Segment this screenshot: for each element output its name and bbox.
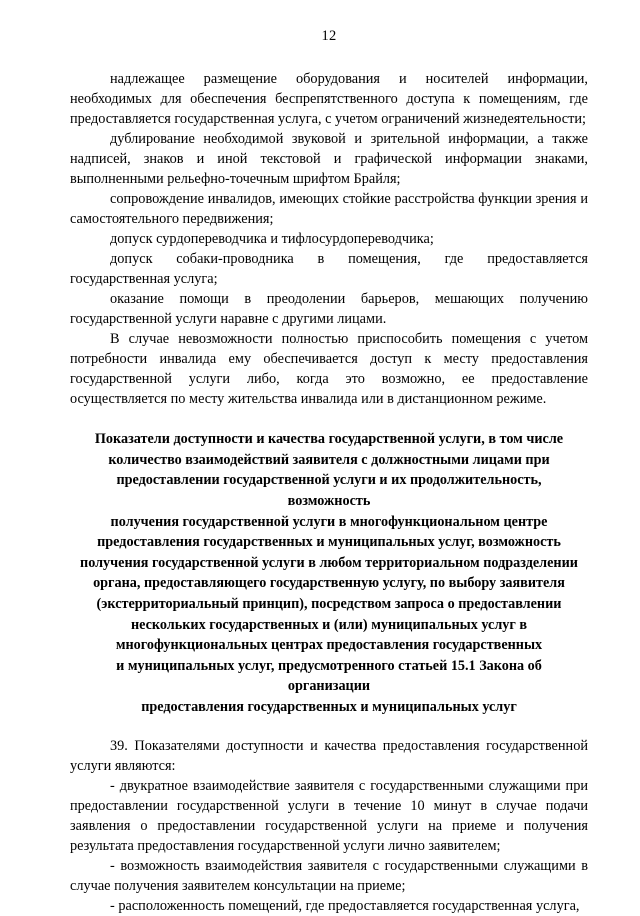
heading-line: органа, предоставляющего государственную услугу, по выбору заявителя	[93, 575, 565, 592]
document-body-lower	[70, 736, 588, 916]
paragraph: 39. Показателями доступности и качества предоставления государственной услуги являются:	[70, 737, 588, 774]
paragraph: допуск сурдопереводчика и тифлосурдопереводчика;	[110, 231, 434, 248]
section-heading	[70, 429, 588, 717]
paragraph: допуск собаки-проводника в помещения, где предоставляется государственная услуга;	[70, 251, 588, 288]
heading-line: Показатели доступности и качества государственной услуги, в том числе	[94, 431, 564, 448]
paragraph: дублирование необходимой звуковой и зрительной информации, а также надписей, знаков и иной текстовой и графической информации знаками, выполненными рельефно-точечным шрифтом Брайля;	[70, 131, 588, 188]
paragraph: надлежащее размещение оборудования и носителей информации, необходимых для обеспечения беспрепятственного доступа к помещениям, где предоставляется государственная услуга, с учетом ограничений жизнедеятельности;	[70, 71, 588, 128]
paragraph: сопровождение инвалидов, имеющих стойкие расстройства функции зрения и самостоятельного передвижения;	[70, 191, 588, 228]
paragraph: - двукратное взаимодействие заявителя с государственными служащими при предоставлении государственной услуги в течение 10 минут в случае подачи заявления о предоставлении государственной услуги на приеме и получения результата предоставления государственной услуги лично заявителем;	[70, 777, 588, 854]
heading-line: предоставления государственных и муниципальных услуг	[141, 698, 517, 715]
heading-line: нескольких государственных и (или) муниципальных услуг в	[130, 616, 528, 633]
heading-line: количество взаимодействий заявителя с должностными лицами при	[108, 451, 550, 468]
heading-line: получения государственной услуги в любом территориальном подразделении	[80, 554, 578, 571]
page-number: 12	[321, 28, 337, 44]
heading-line: (экстерриториальный принцип), посредством запроса о предоставлении	[96, 596, 562, 613]
heading-line: многофункциональных центрах предоставления государственных	[115, 637, 543, 654]
paragraph: оказание помощи в преодолении барьеров, мешающих получению государственной услуги наравне с другими лицами.	[70, 291, 588, 328]
heading-line: предоставлении государственной услуги и их продолжительность, возможность	[116, 472, 542, 510]
paragraph: В случае невозможности полностью приспособить помещения с учетом потребности инвалида ему обеспечивается доступ к месту предоставления государственной услуги либо, когда это возможно, ее предоставление осуществляется по месту жительства инвалида или в дистанционном режиме.	[70, 331, 588, 408]
heading-line: и муниципальных услуг, предусмотренного статьей 15.1 Закона об организации	[116, 657, 542, 695]
paragraph: - возможность взаимодействия заявителя с государственными служащими в случае получения заявителем консультации на приеме;	[70, 857, 588, 894]
paragraph: - расположенность помещений, где предоставляется государственная услуга,	[110, 897, 580, 914]
heading-line: предоставления государственных и муниципальных услуг, возможность	[97, 534, 561, 551]
heading-line: получения государственной услуги в многофункциональном центре	[110, 513, 548, 530]
document-body	[70, 69, 588, 409]
